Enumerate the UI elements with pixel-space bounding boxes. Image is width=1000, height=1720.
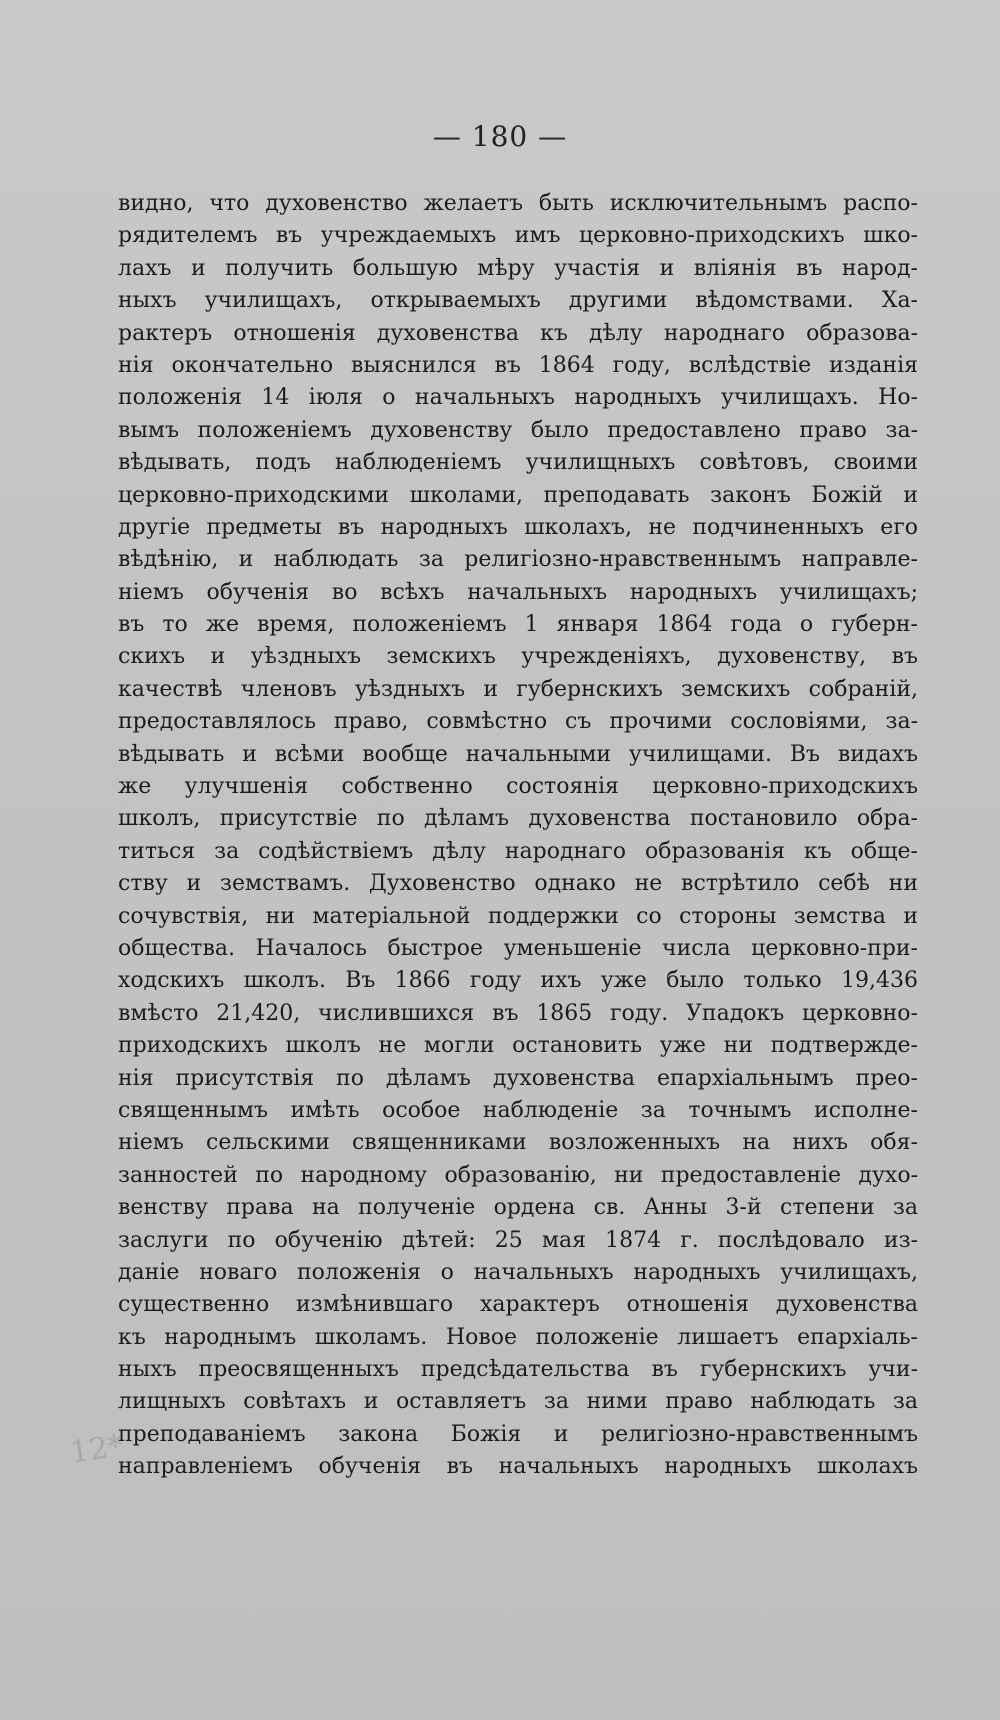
text-line: рактеръ отношенія духовенства къ дѣлу народнаго образова- (118, 320, 918, 346)
text-line: нія присутствія по дѣламъ духовенства епархіальнымъ прео- (118, 1065, 918, 1091)
text-line: скихъ и уѣздныхъ земскихъ учрежденіяхъ, духовенству, въ (118, 644, 918, 670)
text-line: вмѣсто 21,420, числившихся въ 1865 году. Упадокъ церковно- (118, 1000, 918, 1026)
text-line: существенно измѣнившаго характеръ отношенія духовенства (118, 1292, 918, 1318)
margin-pencil-mark: 12* (67, 1428, 126, 1471)
text-line: предоставлялось право, совмѣстно съ прочими сословіями, за- (118, 709, 918, 735)
text-line: преподаваніемъ закона Божія и религіозно-нравственнымъ (118, 1421, 918, 1447)
text-line: положенія 14 іюля о начальныхъ народныхъ училищахъ. Но- (118, 385, 918, 411)
text-line: въ то же время, положеніемъ 1 января 1864 года о губерн- (118, 612, 918, 638)
page-number: — 180 — (432, 120, 568, 153)
text-line: занностей по народному образованію, ни предоставленіе духо- (118, 1162, 918, 1188)
text-line: ству и земствамъ. Духовенство однако не встрѣтило себѣ ни (118, 871, 918, 897)
text-line: вѣдывать, подъ наблюденіемъ училищныхъ совѣтовъ, своими (118, 450, 918, 476)
body-text (118, 188, 918, 1484)
text-line: ніемъ обученія во всѣхъ начальныхъ народныхъ училищахъ; (118, 579, 918, 605)
text-line: общества. Началось быстрое уменьшеніе числа церковно-при- (118, 935, 918, 961)
text-line: вымъ положеніемъ духовенству было предоставлено право за- (118, 417, 918, 443)
text-line: ныхъ училищахъ, открываемыхъ другими вѣдомствами. Ха- (118, 288, 918, 314)
text-line: же улучшенія собственно состоянія церковно-приходскихъ (118, 774, 918, 800)
text-line: церковно-приходскими школами, преподавать законъ Божій и (118, 482, 918, 508)
text-line: лахъ и получить большую мѣру участія и вліянія въ народ- (118, 255, 918, 281)
text-line: священнымъ имѣть особое наблюденіе за точнымъ исполне- (118, 1097, 918, 1123)
text-line: нія окончательно выяснился въ 1864 году, вслѣдствіе изданія (118, 352, 918, 378)
text-line: венству права на полученіе ордена св. Анны 3-й степени за (118, 1195, 918, 1221)
text-line: титься за содѣйствіемъ дѣлу народнаго образованія къ обще- (118, 838, 918, 864)
text-line: ніемъ сельскими священниками возложенныхъ на нихъ обя- (118, 1130, 918, 1156)
text-line: видно, что духовенство желаетъ быть исключительнымъ распо- (118, 191, 918, 216)
text-line: рядителемъ въ учреждаемыхъ имъ церковно-приходскихъ шко- (118, 223, 918, 249)
text-line: направленіемъ обученія въ начальныхъ народныхъ школахъ (118, 1454, 918, 1480)
text-line: ныхъ преосвященныхъ предсѣдательства въ губернскихъ учи- (118, 1357, 918, 1383)
text-line: приходскихъ школъ не могли остановить уже ни подтвержде- (118, 1033, 918, 1059)
text-line: вѣдывать и всѣми вообще начальными училищами. Въ видахъ (118, 741, 918, 767)
text-line: другіе предметы въ народныхъ школахъ, не подчиненныхъ его (118, 514, 918, 540)
text-line: сочувствія, ни матеріальной поддержки со стороны земства и (118, 903, 918, 929)
text-line: вѣдѣнію, и наблюдать за религіозно-нравственнымъ направле- (118, 547, 918, 573)
text-line: качествѣ членовъ уѣздныхъ и губернскихъ земскихъ собраній, (118, 676, 918, 702)
text-line: къ народнымъ школамъ. Новое положеніе лишаетъ епархіаль- (118, 1324, 918, 1350)
text-line: ходскихъ школъ. Въ 1866 году ихъ уже было только 19,436 (118, 968, 918, 994)
text-line: заслуги по обученію дѣтей: 25 мая 1874 г. послѣдовало из- (118, 1227, 918, 1253)
text-line: школъ, присутствіе по дѣламъ духовенства постановило обра- (118, 806, 918, 832)
text-line: даніе новаго положенія о начальныхъ народныхъ училищахъ, (118, 1259, 918, 1285)
text-line: лищныхъ совѣтахъ и оставляетъ за ними право наблюдать за (118, 1389, 918, 1415)
